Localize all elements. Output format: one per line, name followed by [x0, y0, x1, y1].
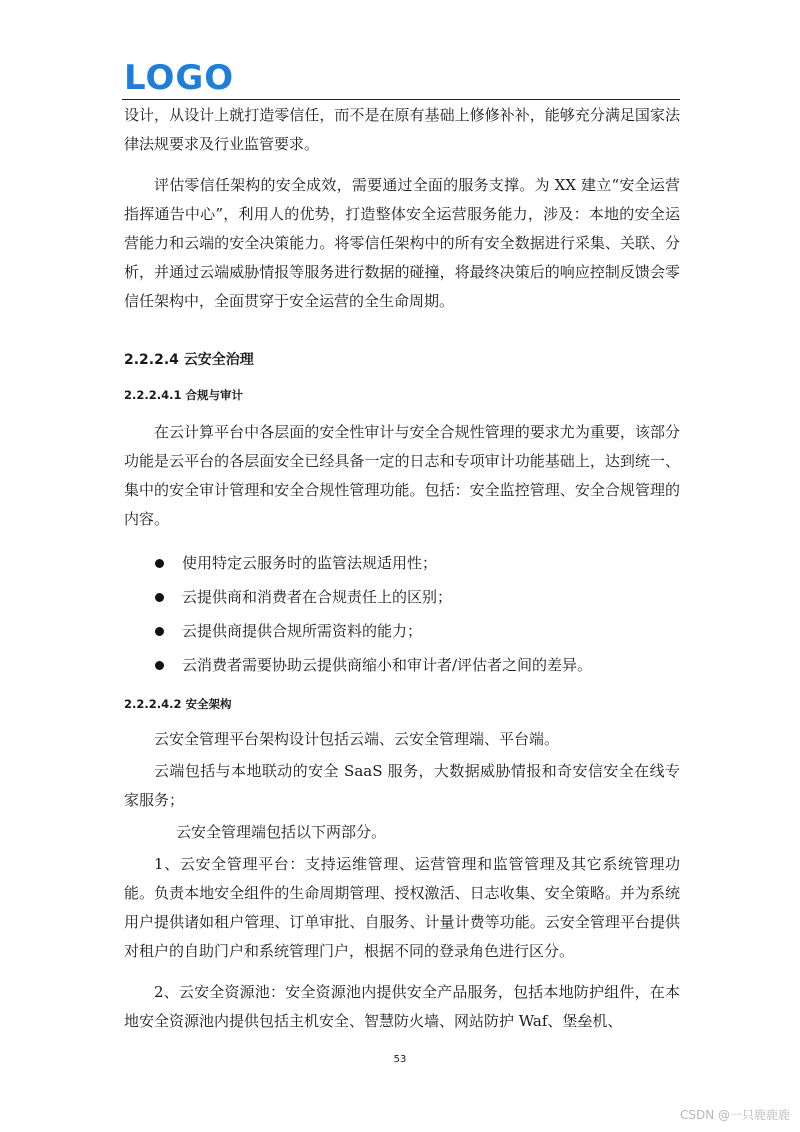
list-item-text: 云消费者需要协助云提供商缩小和审计者/评估者之间的差异。	[182, 656, 593, 674]
header-divider	[122, 99, 680, 100]
paragraph: 2、云安全资源池：安全资源池内提供安全产品服务，包括本地防护组件，在本地安全资源池内提供包括主机安全、智慧防火墙、网站防护 Waf、堡垒机、	[124, 983, 680, 1030]
list-item	[150, 580, 680, 614]
paragraph: 1、云安全管理平台：支持运维管理、运营管理和监管管理及其它系统管理功能。负责本地安全组件的生命周期管理、授权激活、日志收集、安全策略。并为系统用户提供诸如租户管理、订单审批、自服务、计量计费等功能。云安全管理平台提供对租户的自助门户和系统管理门户，根据不同的登录角色进行区分。	[124, 855, 680, 960]
subsection-heading-architecture: 2.2.2.4.2 安全架构	[124, 697, 232, 711]
paragraph: 云安全管理端包括以下两部分。	[176, 823, 387, 841]
paragraph: 在云计算平台中各层面的安全性审计与安全合规性管理的要求尤为重要，该部分功能是云平台的各层面安全已经具备一定的日志和专项审计功能基础上，达到统一、集中的安全审计管理和安全合规性管理功能。包括：安全监控管理、安全合规管理的内容。	[124, 423, 680, 528]
list-item-text: 使用特定云服务时的监管法规适用性；	[182, 554, 438, 572]
list-item	[150, 614, 680, 648]
list-item-text: 云提供商和消费者在合规责任上的区别；	[182, 588, 453, 606]
bullet-icon	[155, 627, 164, 636]
section-heading: 2.2.2.4 云安全治理	[124, 352, 254, 368]
bullet-icon	[155, 559, 164, 568]
paragraph: 评估零信任架构的安全成效，需要通过全面的服务支撑。为 XX 建立“安全运营指挥通告中心”，利用人的优势，打造整体安全运营服务能力，涉及：本地的安全运营能力和云端的安全决策能力。将零信任架构中的所有安全数据进行采集、关联、分析，并通过云端威胁情报等服务进行数据的碰撞，将最终决策后的响应控制反馈会零信任架构中，全面贯穿于安全运营的全生命周期。	[124, 176, 680, 310]
page-number: 53	[393, 1054, 407, 1065]
paragraph: 云端包括与本地联动的安全 SaaS 服务，大数据威胁情报和奇安信安全在线专家服务；	[124, 762, 680, 809]
list-item	[150, 546, 680, 580]
logo: LOGO	[124, 58, 235, 98]
paragraph: 设计，从设计上就打造零信任，而不是在原有基础上修修补补，能够充分满足国家法律法规要求及行业监管要求。	[124, 106, 680, 153]
list-item-text: 云提供商提供合规所需资料的能力；	[182, 622, 423, 640]
paragraph: 云安全管理平台架构设计包括云端、云安全管理端、平台端。	[154, 730, 560, 748]
subsection-heading-compliance: 2.2.2.4.1 合规与审计	[124, 388, 243, 402]
bullet-icon	[155, 593, 164, 602]
list-item	[150, 648, 680, 682]
watermark: CSDN @一只鹿鹿鹿	[679, 1108, 790, 1122]
bullet-icon	[155, 661, 164, 670]
bullet-list	[150, 546, 680, 682]
